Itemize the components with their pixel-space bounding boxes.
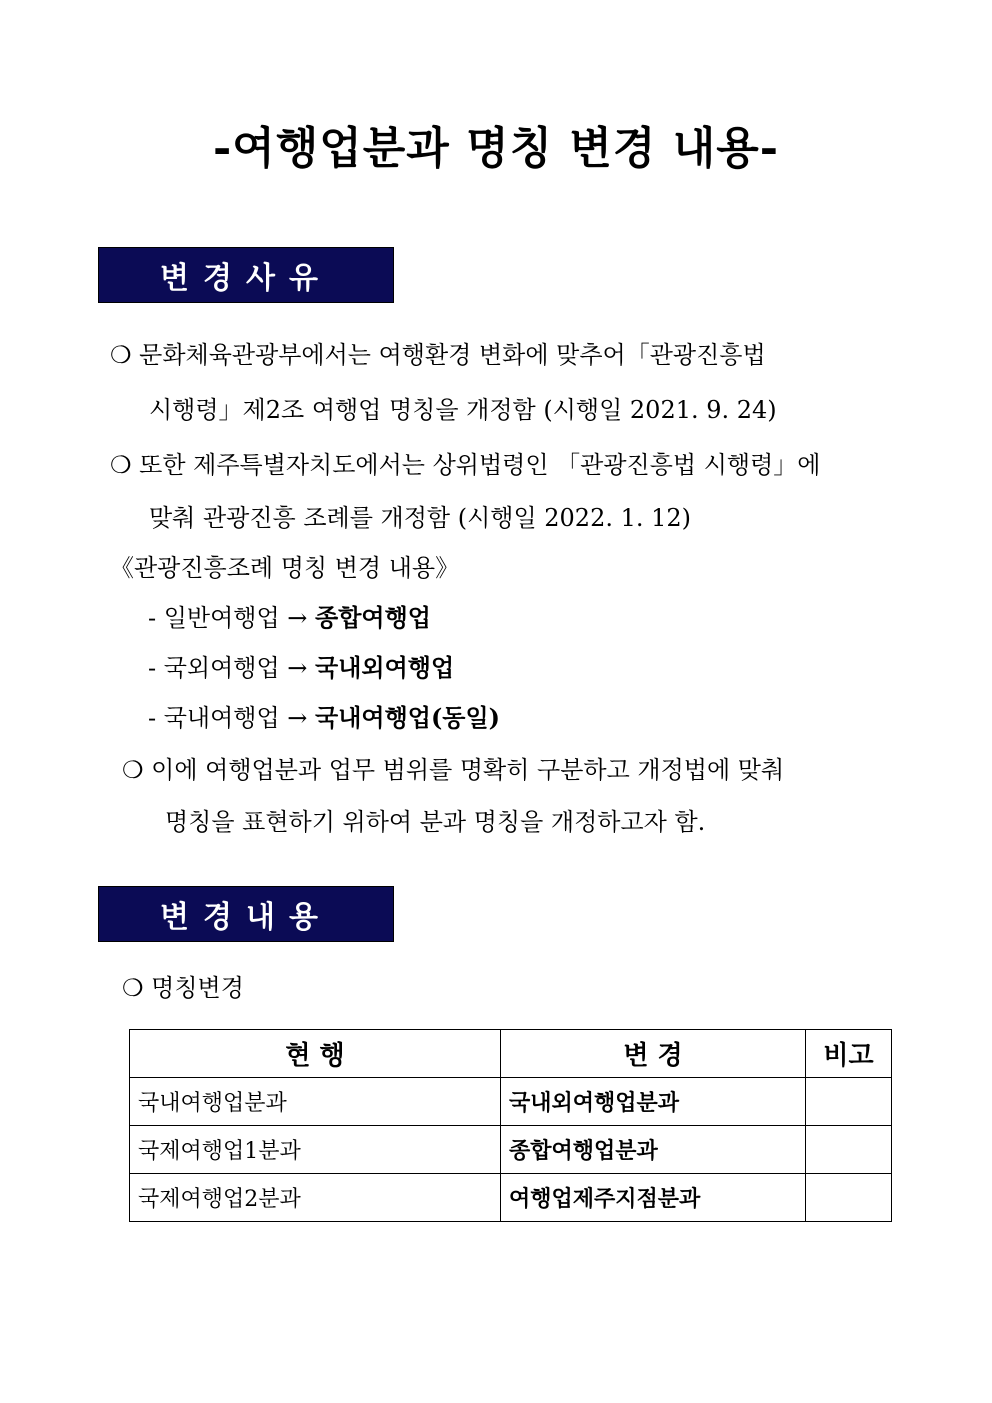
cell-note: [806, 1078, 892, 1126]
cell-current: 국내여행업분과: [130, 1078, 501, 1126]
cell-changed: 국내외여행업분과: [501, 1078, 806, 1126]
bullet-text: ❍ 또한 제주특별자치도에서는 상위법령인 「관광진흥법 시행령」에: [110, 451, 821, 479]
section-heading-content: 변경내용: [98, 886, 394, 942]
change-to: 종합여행업: [315, 603, 431, 632]
bullet-text: ❍ 명칭변경: [122, 974, 244, 1002]
header-changed: 변 경: [501, 1030, 806, 1078]
cell-changed: 여행업제주지점분과: [501, 1174, 806, 1222]
header-note: 비고: [806, 1030, 892, 1078]
change-to: 국내외여행업: [315, 653, 455, 682]
subheading: 《관광진흥조례 명칭 변경 내용》: [110, 554, 460, 582]
cell-changed: 종합여행업분과: [501, 1126, 806, 1174]
rename-table: [129, 1029, 892, 1222]
table-row: [130, 1078, 892, 1126]
bullet-text: 시행령」제2조 여행업 명칭을 개정함 (시행일 2021. 9. 24): [149, 396, 777, 424]
change-from: - 일반여행업 →: [148, 604, 316, 632]
page-title: -여행업분과 명칭 변경 내용-: [212, 123, 780, 174]
bullet-text: ❍ 문화체육관광부에서는 여행환경 변화에 맞추어「관광진흥법: [110, 341, 766, 369]
change-from: - 국외여행업 →: [148, 654, 316, 682]
cell-current: 국제여행업1분과: [130, 1126, 501, 1174]
header-current: 현 행: [130, 1030, 501, 1078]
change-item: [148, 653, 454, 683]
table-header-row: [130, 1030, 892, 1078]
table-row: [130, 1174, 892, 1222]
section-heading-reason: 변경사유: [98, 247, 394, 303]
table-row: [130, 1126, 892, 1174]
cell-note: [806, 1126, 892, 1174]
cell-note: [806, 1174, 892, 1222]
change-item: [148, 603, 431, 633]
bullet-text: 맞춰 관광진흥 조례를 개정함 (시행일 2022. 1. 12): [149, 504, 692, 532]
cell-current: 국제여행업2분과: [130, 1174, 501, 1222]
change-item: [148, 703, 500, 733]
change-to: 국내여행업(동일): [315, 703, 501, 732]
bullet-text: ❍ 이에 여행업분과 업무 범위를 명확히 구분하고 개정법에 맞춰: [122, 756, 785, 784]
bullet-text: 명칭을 표현하기 위하여 분과 명칭을 개정하고자 함.: [165, 808, 706, 836]
change-from: - 국내여행업 →: [148, 704, 316, 732]
